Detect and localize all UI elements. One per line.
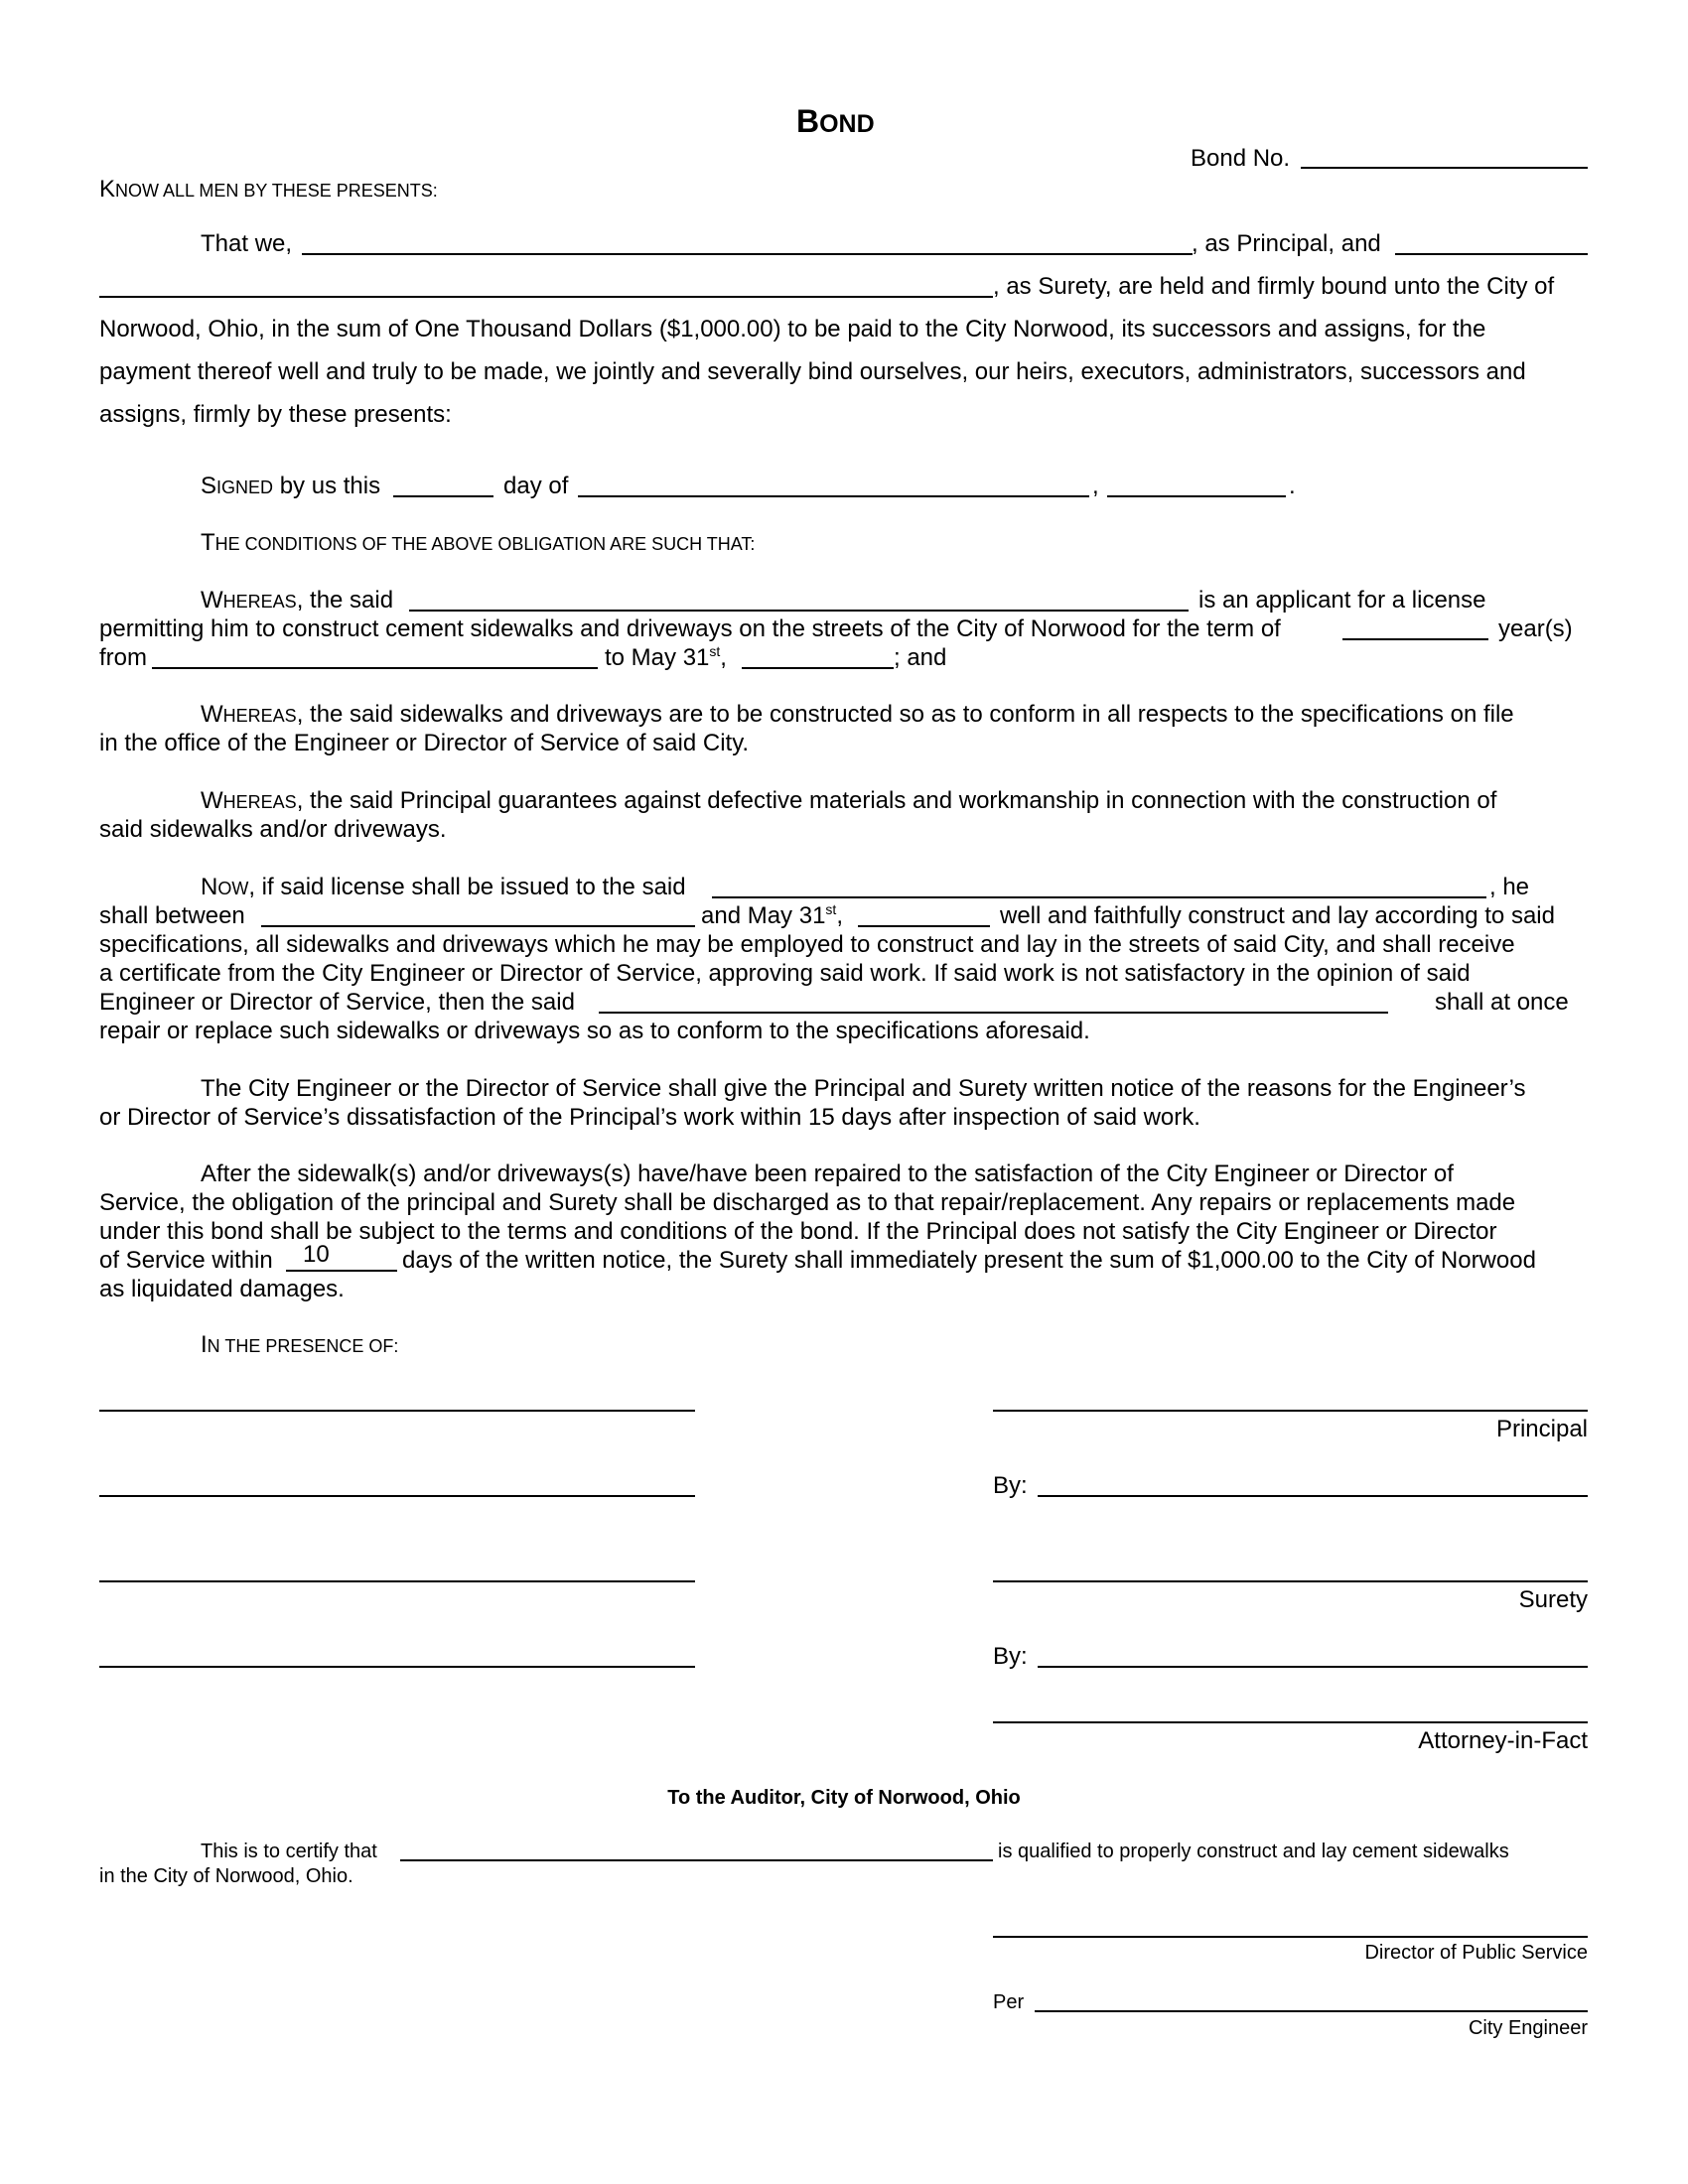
- shall-once-label: shall at once: [1435, 989, 1569, 1016]
- and-may-label: and May 31st,: [701, 901, 843, 929]
- now-line3: specifications, all sidewalks and driveways which he may be employed to construct and lay in the streets of said City, and shall receive: [99, 931, 1515, 958]
- bond-paragraph-line5: assigns, firmly by these presents:: [99, 401, 452, 428]
- whereas3-line2: said sidewalks and/or driveways.: [99, 816, 447, 843]
- auditor-line2: in the City of Norwood, Ohio.: [99, 1865, 353, 1887]
- by-label-2: By:: [993, 1643, 1028, 1670]
- signed-year-field[interactable]: [1107, 495, 1286, 497]
- attorney-label: Attorney-in-Fact: [1418, 1727, 1588, 1754]
- signed-month-field[interactable]: [578, 495, 1089, 497]
- term-years-field[interactable]: [1342, 638, 1488, 640]
- auditor-heading: To the Auditor, City of Norwood, Ohio: [667, 1787, 1021, 1809]
- whereas1-line2: permitting him to construct cement sidewalks and driveways on the streets of the City of Norwood for the term of: [99, 615, 1281, 642]
- to-may-label: to May 31st,: [605, 643, 727, 671]
- from-label: from: [99, 644, 147, 671]
- conditions-heading: THE CONDITIONS OF THE ABOVE OBLIGATION ARE SUCH THAT:: [201, 529, 756, 556]
- certify-label: This is to certify that: [201, 1841, 377, 1862]
- applicant-text: is an applicant for a license: [1198, 587, 1486, 614]
- years-label: year(s): [1498, 615, 1573, 642]
- witness-line-2[interactable]: [99, 1495, 695, 1497]
- day-of-label: day of: [503, 473, 569, 499]
- director-signature-line[interactable]: [993, 1936, 1588, 1938]
- page-title: BOND: [796, 103, 875, 139]
- surety-name-field-b[interactable]: [99, 296, 993, 298]
- as-surety-text: , as Surety, are held and firmly bound unto the City of: [993, 273, 1555, 300]
- per-signature-line[interactable]: [1035, 2010, 1588, 2012]
- whereas2-line2: in the office of the Engineer or Director of Service of said City.: [99, 730, 750, 756]
- signed-period: .: [1289, 473, 1296, 499]
- shall-between-label: shall between: [99, 902, 245, 929]
- principal-name-field[interactable]: [302, 253, 1193, 255]
- well-text: well and faithfully construct and lay according to said: [1000, 902, 1555, 929]
- whereas2-line1: WHEREAS, the said sidewalks and driveways are to be constructed so as to conform in all respects to the specifications on file: [201, 701, 1514, 728]
- director-label: Director of Public Service: [1364, 1942, 1588, 1964]
- that-we-label: That we,: [201, 230, 293, 257]
- bond-no-field[interactable]: [1301, 167, 1588, 169]
- notice-line2: or Director of Service’s dissatisfaction of the Principal’s work within 15 days after inspection of said work.: [99, 1104, 1200, 1131]
- licensee-name-field[interactable]: [712, 896, 1486, 898]
- now-line4: a certificate from the City Engineer or Director of Service, approving said work. If said work is not satisfactory in the opinion of said: [99, 960, 1471, 987]
- qualified-text: is qualified to properly construct and lay cement sidewalks: [998, 1841, 1509, 1862]
- notice-line1: The City Engineer or the Director of Service shall give the Principal and Surety written notice of the reasons for the Engineer’s: [201, 1075, 1526, 1102]
- witness-line-1[interactable]: [99, 1410, 695, 1412]
- after-line2: Service, the obligation of the principal and Surety shall be discharged as to that repair/replacement. Any repairs or replacements made: [99, 1189, 1516, 1216]
- engineer-label: City Engineer: [1468, 2017, 1588, 2039]
- days-value: 10: [303, 1241, 330, 1268]
- surety-label: Surety: [1518, 1586, 1588, 1613]
- between-date-field[interactable]: [261, 925, 695, 927]
- surety-signature-line[interactable]: [993, 1580, 1588, 1582]
- now-line6: repair or replace such sidewalks or driveways so as to conform to the specifications aforesaid.: [99, 1018, 1090, 1044]
- know-all-heading: KNOW ALL MEN BY THESE PRESENTS:: [99, 176, 438, 203]
- principal-label: Principal: [1495, 1416, 1588, 1442]
- after-line4b: days of the written notice, the Surety shall immediately present the sum of $1,000.00 to the City of Norwood: [402, 1247, 1536, 1274]
- days-field[interactable]: [286, 1270, 397, 1272]
- now-line5: Engineer or Director of Service, then the said: [99, 989, 575, 1016]
- witness-line-3[interactable]: [99, 1580, 695, 1582]
- as-principal-text: , as Principal, and: [1192, 230, 1381, 257]
- per-label: Per: [993, 1991, 1025, 2013]
- presence-heading: IN THE PRESENCE OF:: [201, 1331, 399, 1358]
- signed-day-field[interactable]: [393, 495, 493, 497]
- principal-by-line[interactable]: [1038, 1495, 1588, 1497]
- surety-name-field-a[interactable]: [1395, 253, 1588, 255]
- attorney-signature-line[interactable]: [993, 1721, 1588, 1723]
- by-label-1: By:: [993, 1472, 1028, 1499]
- whereas1-label: WHEREAS, the said: [201, 587, 394, 614]
- to-year-field[interactable]: [742, 667, 894, 669]
- after-line1: After the sidewalk(s) and/or driveways(s) have/have been repaired to the satisfaction of the City Engineer or Director of: [201, 1160, 1454, 1187]
- signed-label: SIGNED by us this: [201, 473, 381, 499]
- after-line3: under this bond shall be subject to the terms and conditions of the bond. If the Principal does not satisfy the City Engineer or Director: [99, 1218, 1497, 1245]
- he-label: , he: [1489, 874, 1530, 900]
- and-label: ; and: [894, 644, 947, 671]
- now-line1: NOW, if said license shall be issued to the said: [201, 874, 686, 900]
- bond-paragraph-line3: Norwood, Ohio, in the sum of One Thousand Dollars ($1,000.00) to be paid to the City Norwood, its successors and assigns, for the: [99, 316, 1486, 342]
- between-year-field[interactable]: [858, 925, 990, 927]
- whereas3-line1: WHEREAS, the said Principal guarantees against defective materials and workmanship in connection with the construction of: [201, 787, 1497, 814]
- from-date-field[interactable]: [152, 667, 598, 669]
- after-line4a: of Service within: [99, 1247, 273, 1274]
- bond-paragraph-line4: payment thereof well and truly to be made, we jointly and severally bind ourselves, our heirs, executors, administrators, successors and: [99, 358, 1526, 385]
- bond-no-label: Bond No.: [1191, 145, 1291, 172]
- signed-comma: ,: [1092, 473, 1099, 499]
- after-line5: as liquidated damages.: [99, 1276, 345, 1302]
- witness-line-4[interactable]: [99, 1666, 695, 1668]
- surety-by-line[interactable]: [1038, 1666, 1588, 1668]
- said-name-field[interactable]: [599, 1012, 1388, 1014]
- applicant-name-field[interactable]: [409, 610, 1189, 612]
- principal-signature-line[interactable]: [993, 1410, 1588, 1412]
- certify-name-field[interactable]: [400, 1859, 993, 1861]
